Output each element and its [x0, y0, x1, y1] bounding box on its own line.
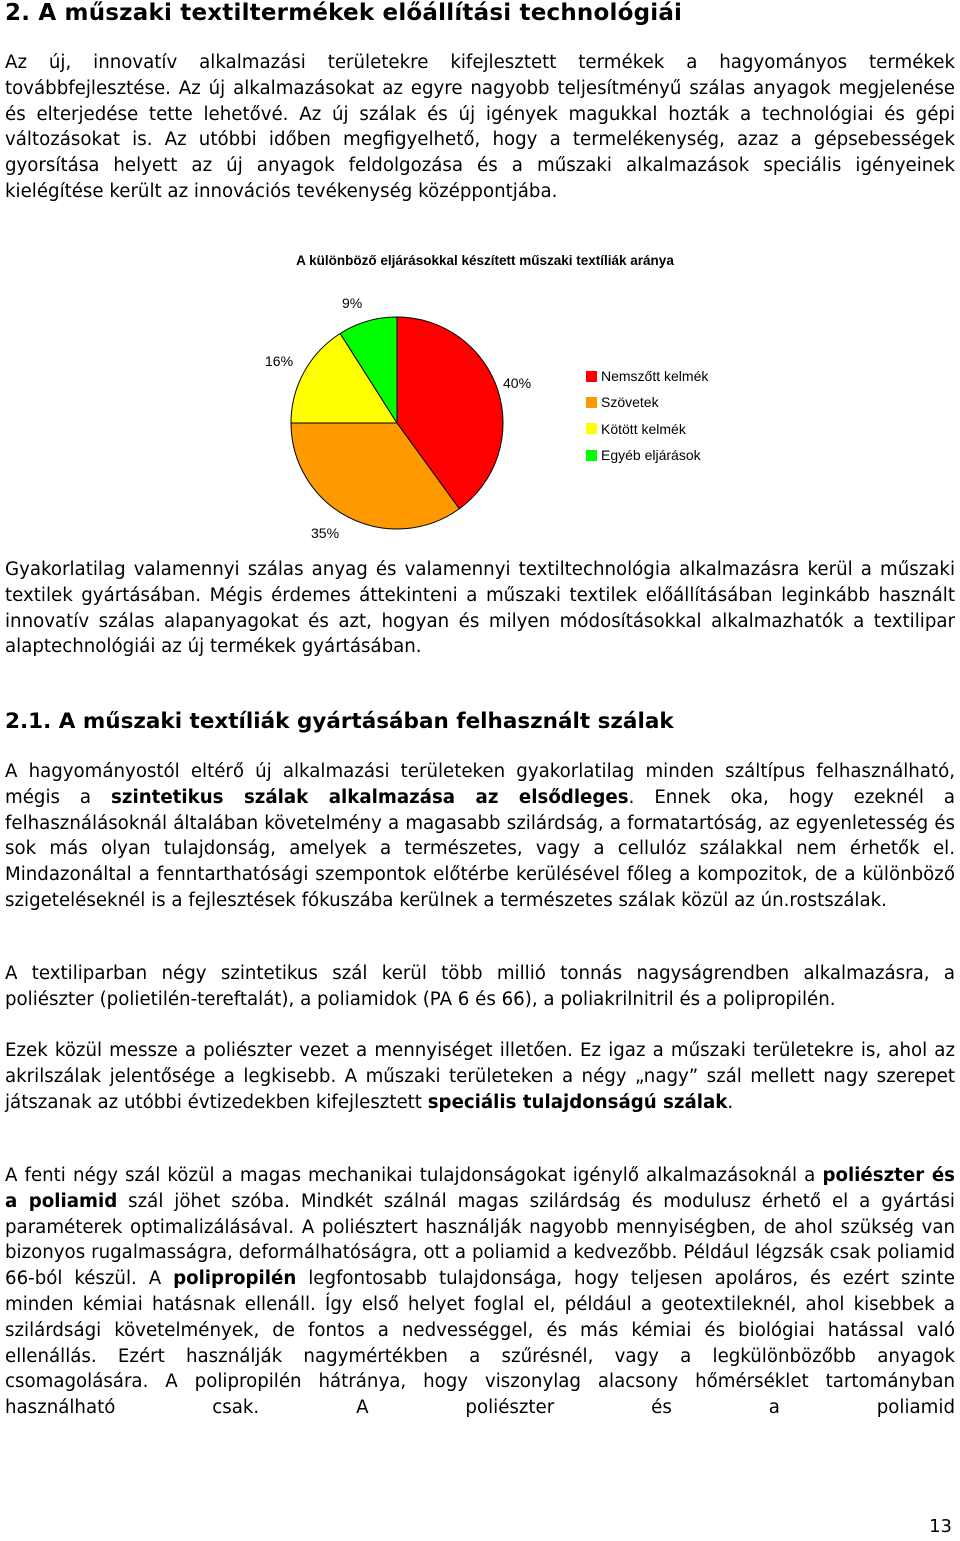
legend-swatch	[586, 397, 597, 408]
intro-text: Az új, innovatív alkalmazási területekre kifejlesztett termékek a hagyományos termékek továbbfejlesztése. Az új alkalmazásokat az egyre nagyobb teljesítményű szálas anyagok megjelenése és elterjedése tette lehetővé. Az új szálak és új igények magukkal hozták a technológiai és gépi változásokat is. Az utóbbi időben megfigyelhető, hogy a termelékenység, azaz a gépsebességek gyorsítása helyett az új anyagok feldolgozása és a műszaki alkalmazások speciális igényeinek kielégítése került az innovációs tevékenység középpontjába.	[5, 52, 955, 202]
legend-swatch	[586, 423, 597, 434]
paragraph-2	[5, 557, 955, 660]
text-run: legfontosabb tulajdonsága, hogy teljesen apoláros, és ezért szinte minden kémiai hatásnak ellenáll. Így első helyet foglal el, például a geotextileknél, ahol kisebbek a szilárdsági követelmények, de fontos a nedvességgel, és más kémiai és biológiai hatással való ellenállás. Ezért használják nagymértékben a szűrésnél, vagy a legkülönbözőbb anyagok csomagolására. A polipropilén hátránya, hogy viszonylag alacsony hőmérséklet tartományban használható csak. A poliészter és a poliamid	[5, 1268, 955, 1419]
slice-label-szovetek: 35%	[311, 525, 340, 541]
paragraph-4-text: A textiliparban négy szintetikus szál kerül több millió tonnás nagyságrendben alkalmazásra, a poliészter (polietilén-tereftalát), a poliamidok (PA 6 és 66), a poliakrilnitril és a polipropilén.	[5, 963, 955, 1010]
paragraph-3-text	[5, 759, 955, 914]
paragraph-4	[5, 961, 955, 1013]
legend-swatch	[586, 371, 597, 382]
legend-label: Egyéb eljárások	[601, 447, 701, 464]
legend-label: Kötött kelmék	[601, 420, 686, 437]
paragraph-5-text	[5, 1038, 955, 1115]
intro-paragraph	[5, 50, 955, 205]
chart-legend	[586, 363, 708, 468]
paragraph-3	[5, 759, 955, 914]
bold-run: speciális tulajdonságú szálak	[427, 1091, 728, 1113]
paragraph-5	[5, 1038, 955, 1115]
slice-label-kotott: 16%	[265, 353, 294, 369]
slice-label-egyeb: 9%	[342, 295, 363, 311]
section-heading: 2. A műszaki textiltermékek előállítási technológiái	[5, 0, 683, 26]
text-run: A fenti négy szál közül a magas mechanikai tulajdonságokat igénylő alkalmazásoknál a	[5, 1165, 823, 1186]
bold-run: polipropilén	[173, 1268, 297, 1290]
legend-label: Nemszőtt kelmék	[601, 368, 709, 385]
subsection-heading: 2.1. A műszaki textíliák gyártásában felhasznált szálak	[5, 709, 674, 734]
bold-run: poliészter és a poliamid	[5, 1165, 955, 1212]
paragraph-2-text: Gyakorlatilag valamennyi szálas anyag és valamennyi textiltechnológia alkalmazásra kerül a műszaki textilek gyártásában. Mégis érdemes áttekinteni a műszaki textilek előállításában leginkább használt innovatív szálas alapanyagokat és azt, hogyan és milyen módosításokkal alkalmazhatók a textilipar alaptechnológiái az új termékek gyártásában.	[5, 559, 955, 658]
chart-title: A különböző eljárásokkal készített műszaki textíliák aránya	[296, 253, 674, 268]
legend-item-nemszott	[586, 363, 708, 389]
paragraph-6-text	[5, 1163, 955, 1421]
slice-label-nemszott: 40%	[503, 375, 532, 391]
text-run: A hagyományostól eltérő új alkalmazási területeken gyakorlatilag minden száltípus felhasználható, mégis a	[5, 761, 955, 808]
legend-swatch	[586, 450, 597, 461]
bold-run: szintetikus szálak alkalmazása az elsődleges	[111, 786, 629, 808]
legend-label: Szövetek	[601, 394, 659, 411]
legend-item-szovetek	[586, 389, 708, 415]
pie-chart	[245, 248, 765, 553]
text-run: .	[727, 1091, 734, 1113]
text-run: Ezek közül messze a poliészter vezet a mennyiséget illetően. Ez igaz a műszaki területekre is, ahol az akrilszálak jelentősége a legkisebb. A műszaki területeken a négy „nagy” szál mellett nagy szerepet játszanak az utóbbi évtizedekben kifejlesztett	[5, 1040, 955, 1113]
text-run: . Ennek oka, hogy ezeknél a felhasználásoknál általában követelmény a magasabb szilárdság, a formatartóság, az egyenletesség és sok más olyan tulajdonság, amelyek a természetes, vagy a cellulóz szálakkal nem érhetők el. Mindazonáltal a fenntarthatósági szempontok előtérbe kerülésével főleg a kompozitok, de a különböző szigeteléseknél is a fejlesztések fókuszába kerülnek a természetes szálak közül az ún.rostszálak.	[5, 786, 955, 911]
paragraph-6	[5, 1163, 955, 1421]
text-run: szál jöhet szóba. Mindkét szálnál magas szilárdság és modulusz érhető el a gyártási paraméterek optimalizálásával. A poliésztert használják nagyobb mennyiségben, de ahol szükség van bizonyos rugalmasságra, deformálhatóságra, ott a poliamid a kedvezőbb. Például légzsák csak poliamid 66-ból készül. A	[5, 1190, 955, 1290]
page-number: 13	[929, 1516, 952, 1537]
legend-item-egyeb	[586, 442, 708, 468]
legend-item-kotott	[586, 416, 708, 442]
